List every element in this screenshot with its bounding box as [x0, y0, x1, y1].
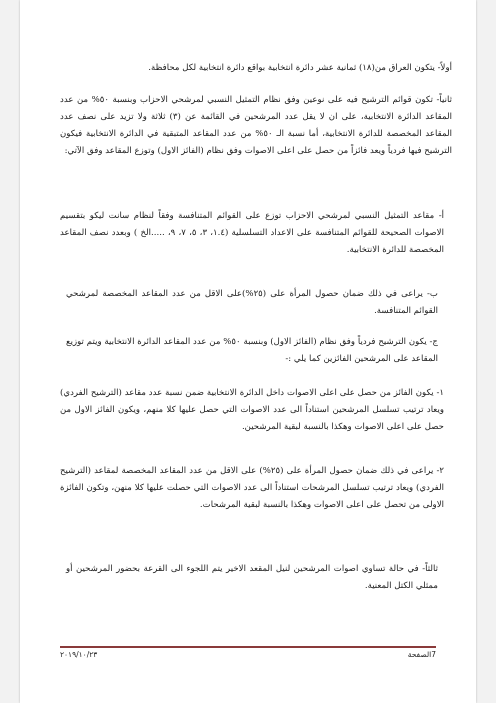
paragraph-item-a: أ- مقاعد التمثيل النسبي لمرشحي الاحزاب توزع على القوائم المتنافسة وفقاً لنظام سانت ليكو بتقسيم الاصوات الصحيحة للقوائم المتنافسة على الاعداد التسلسلية (١.٤، ٣، ٥، ٧، ٩، .....الخ ) وبعدد نصف المقاعد المخصصة للدائرة الانتخابية. — [60, 211, 444, 255]
document-page — [20, 0, 476, 703]
footer-rule — [60, 646, 436, 648]
paragraph-subitem-1: ١- يكون الفائز من حصل على اعلى الاصوات داخل الدائرة الانتخابية ضمن نسبة عدد مقاعد (الترشيح الفردي) ويعاد ترتيب تسلسل المرشحين استناداً الى عدد الاصوات التي حصل عليها كلا منهم، ويكون الفائز الاول من حصل على اعلى الاصوات وهكذا بالنسبة لبقية المرشحين. — [60, 388, 444, 432]
paragraph-item-b: ب- يراعى في ذلك ضمان حصول المرأة على (٢٥%)على الاقل من عدد المقاعد المخصصة لمرشحي القوائم المتنافسة. — [66, 289, 439, 316]
page-number-label: 7الصفحة — [407, 650, 436, 659]
page-footer — [60, 650, 436, 664]
document-body — [60, 0, 452, 703]
footer-date: ٢٠١٩/١٠/٢٣ — [60, 650, 98, 659]
paragraph-third: ثالثاً- في حالة تساوي اصوات المرشحين لنيل المقعد الاخير يتم اللجوء الى القرعة بحضور المرشحين أو ممثلي الكتل المعنية. — [66, 564, 438, 591]
paragraph-item-c: ج- يكون الترشيح فردياً وفق نظام (الفائز الاول) وبنسبة ٥٠% من عدد المقاعد الدائرة الانتخابية ويتم توزيع المقاعد على المرشحين الفائزين كما يلي :- — [66, 337, 438, 364]
paragraph-subitem-2: ٢- يراعى في ذلك ضمان حصول المرأة على (٢٥%) على الاقل من عدد المقاعد المخصصة لمقاعد (الترشيح الفردي) ويعاد ترتيب تسلسل المرشحات استناداً الى عدد الاصوات التي حصلت عليها كلا منهن، وتكون الفائزة الاولى من تحصل على اعلى الاصوات وهكذا بالنسبة لبقية المرشحات. — [60, 466, 444, 510]
paragraph-second: ثانياً- تكون قوائم الترشيح فيه على نوعين وفق نظام التمثيل النسبي لمرشحي الاحزاب وبنسبة ٥٠% من عدد المقاعد الدائرة الانتخابية، على ان لا يقل عدد المرشحين في القائمة عن (٣) ثلاثة ولا تزيد على نصف عدد المقاعد المخصصة للدائرة الانتخابية، أما نسبة الـ ٥٠% من عدد المقاعد المتبقية في الدائرة الانتخابية فيكون الترشيح فيها فردياً ويعد فائزاً من حصل على اعلى الاصوات وفق نظام (الفائز الاول) وتوزع المقاعد وفق الآتي: — [60, 95, 452, 156]
paragraph-first: أولاً- يتكون العراق من(١٨) ثمانية عشر دائرة انتخابية بواقع دائرة انتخابية لكل محافظة. — [148, 63, 452, 73]
